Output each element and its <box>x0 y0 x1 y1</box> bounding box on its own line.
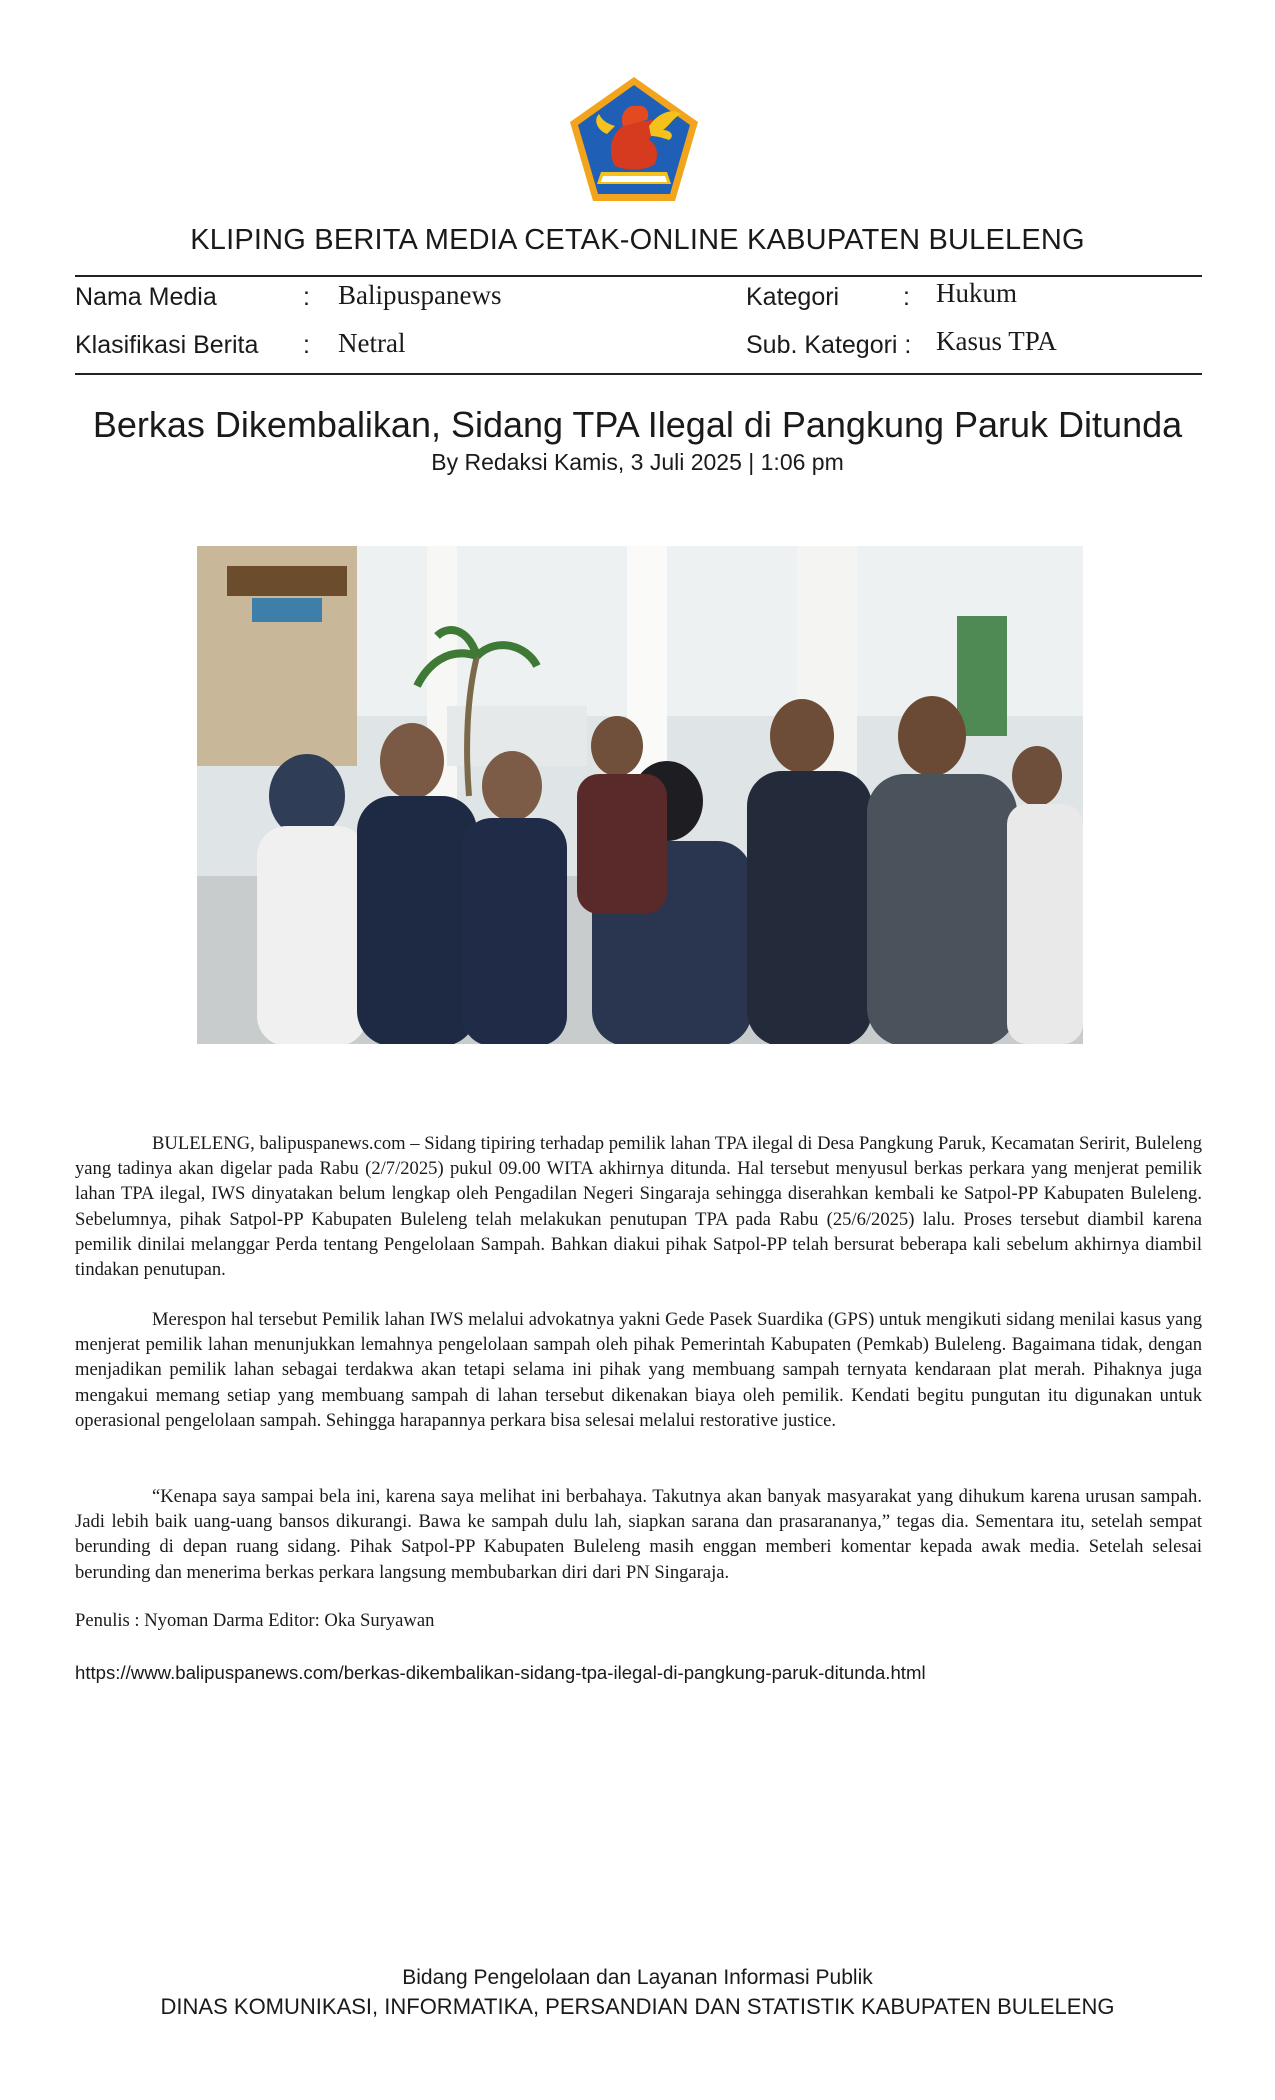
buleleng-emblem-icon <box>567 74 701 204</box>
sub-kategori-label: Sub. Kategori : <box>746 331 912 359</box>
article-paragraph-3 <box>75 1484 1202 1585</box>
kategori-label: Kategori <box>746 283 840 311</box>
klasifikasi-label: Klasifikasi Berita <box>75 331 259 359</box>
article-title: Berkas Dikembalikan, Sidang TPA Ilegal di Pangkung Paruk Ditunda <box>92 404 1183 445</box>
clipping-header-title: KLIPING BERITA MEDIA CETAK-ONLINE KABUPATEN BULELENG <box>190 224 1085 256</box>
article-source-url: https://www.balipuspanews.com/berkas-dikembalikan-sidang-tpa-ilegal-di-pangkung-paruk-ditunda.html <box>75 1662 926 1683</box>
paragraph-text: BULELENG, balipuspanews.com – Sidang tipiring terhadap pemilik lahan TPA ilegal di Desa Pangkung Paruk, Kecamatan Seririt, Buleleng yang tadinya akan digelar pada Rabu (2/7/2025) pukul 09.00 WITA akhirnya ditunda. Hal tersebut menyusul berkas perkara yang menjerat pemilik lahan TPA ilegal, IWS dinyatakan belum lengkap oleh Pengadilan Negeri Singaraja sehingga diserahkan kembali ke Satpol-PP Kabupaten Buleleng. Sebelumnya, pihak Satpol-PP Kabupaten Buleleng telah melakukan penutupan TPA pada Rabu (25/6/2025) lalu. Proses tersebut diambil karena pemilik dinilai melanggar Perda tentang Pengelolaan Sampah. Bahkan diakui pihak Satpol-PP telah bersurat beberapa kali sebelum akhirnya diambil tindakan penutupan. <box>75 1133 1202 1281</box>
paragraph-text: “Kenapa saya sampai bela ini, karena saya melihat ini berbahaya. Takutnya akan banyak masyarakat yang dihukum karena urusan sampah. Jadi lebih baik uang-uang bansos dikurangi. Bawa ke sampah dulu lah, siapkan sarana dan prasarananya,” tegas dia. Sementara itu, setelah sempat berunding di depan ruang sidang. Pihak Satpol-PP Kabupaten Buleleng masih enggan memberi komentar kepada awak media. Setelah selesai berunding dan menerima berkas perkara langsung membubarkan diri dari PN Singaraja. <box>75 1486 1202 1583</box>
nama-media-label: Nama Media <box>75 283 217 311</box>
article-paragraph-2 <box>75 1307 1202 1433</box>
klasifikasi-value: Netral <box>338 328 406 358</box>
article-photo <box>197 546 1083 1044</box>
kategori-value: Hukum <box>936 278 1017 308</box>
header-bottom-rule <box>75 373 1202 375</box>
paragraph-text: Merespon hal tersebut Pemilik lahan IWS melalui advokatnya yakni Gede Pasek Suardika (GPS) untuk mengikuti sidang menilai kasus yang menjerat pemilik lahan menunjukkan lemahnya pengelolaan sampah oleh pihak Pemerintah Kabupaten (Pemkab) Buleleng. Bagaimana tidak, dengan menjadikan pemilik lahan sebagai terdakwa akan tetapi selama ini pihak yang membuang sampah ternyata kendaraan plat merah. Pihaknya juga mengakui memang setiap yang membuang sampah di lahan tersebut dikenakan biaya oleh pemilik. Kendati begitu pungutan itu digunakan untuk operasional pengelolaan sampah. Sehingga harapannya perkara bisa selesai melalui restorative justice. <box>75 1309 1202 1431</box>
nama-media-value: Balipuspanews <box>338 280 502 310</box>
footer-division: Bidang Pengelolaan dan Layanan Informasi Publik <box>402 1966 873 1989</box>
header-top-rule <box>75 275 1202 277</box>
klasifikasi-colon: : <box>303 331 310 359</box>
article-paragraph-1 <box>75 1131 1202 1282</box>
sub-kategori-value: Kasus TPA <box>936 326 1057 356</box>
article-credits: Penulis : Nyoman Darma Editor: Oka Suryawan <box>75 1610 435 1631</box>
kategori-colon: : <box>903 283 910 311</box>
nama-media-colon: : <box>303 283 310 311</box>
footer-agency: DINAS KOMUNIKASI, INFORMATIKA, PERSANDIAN DAN STATISTIK KABUPATEN BULELENG <box>160 1994 1115 2019</box>
article-byline: By Redaksi Kamis, 3 Juli 2025 | 1:06 pm <box>431 449 844 475</box>
